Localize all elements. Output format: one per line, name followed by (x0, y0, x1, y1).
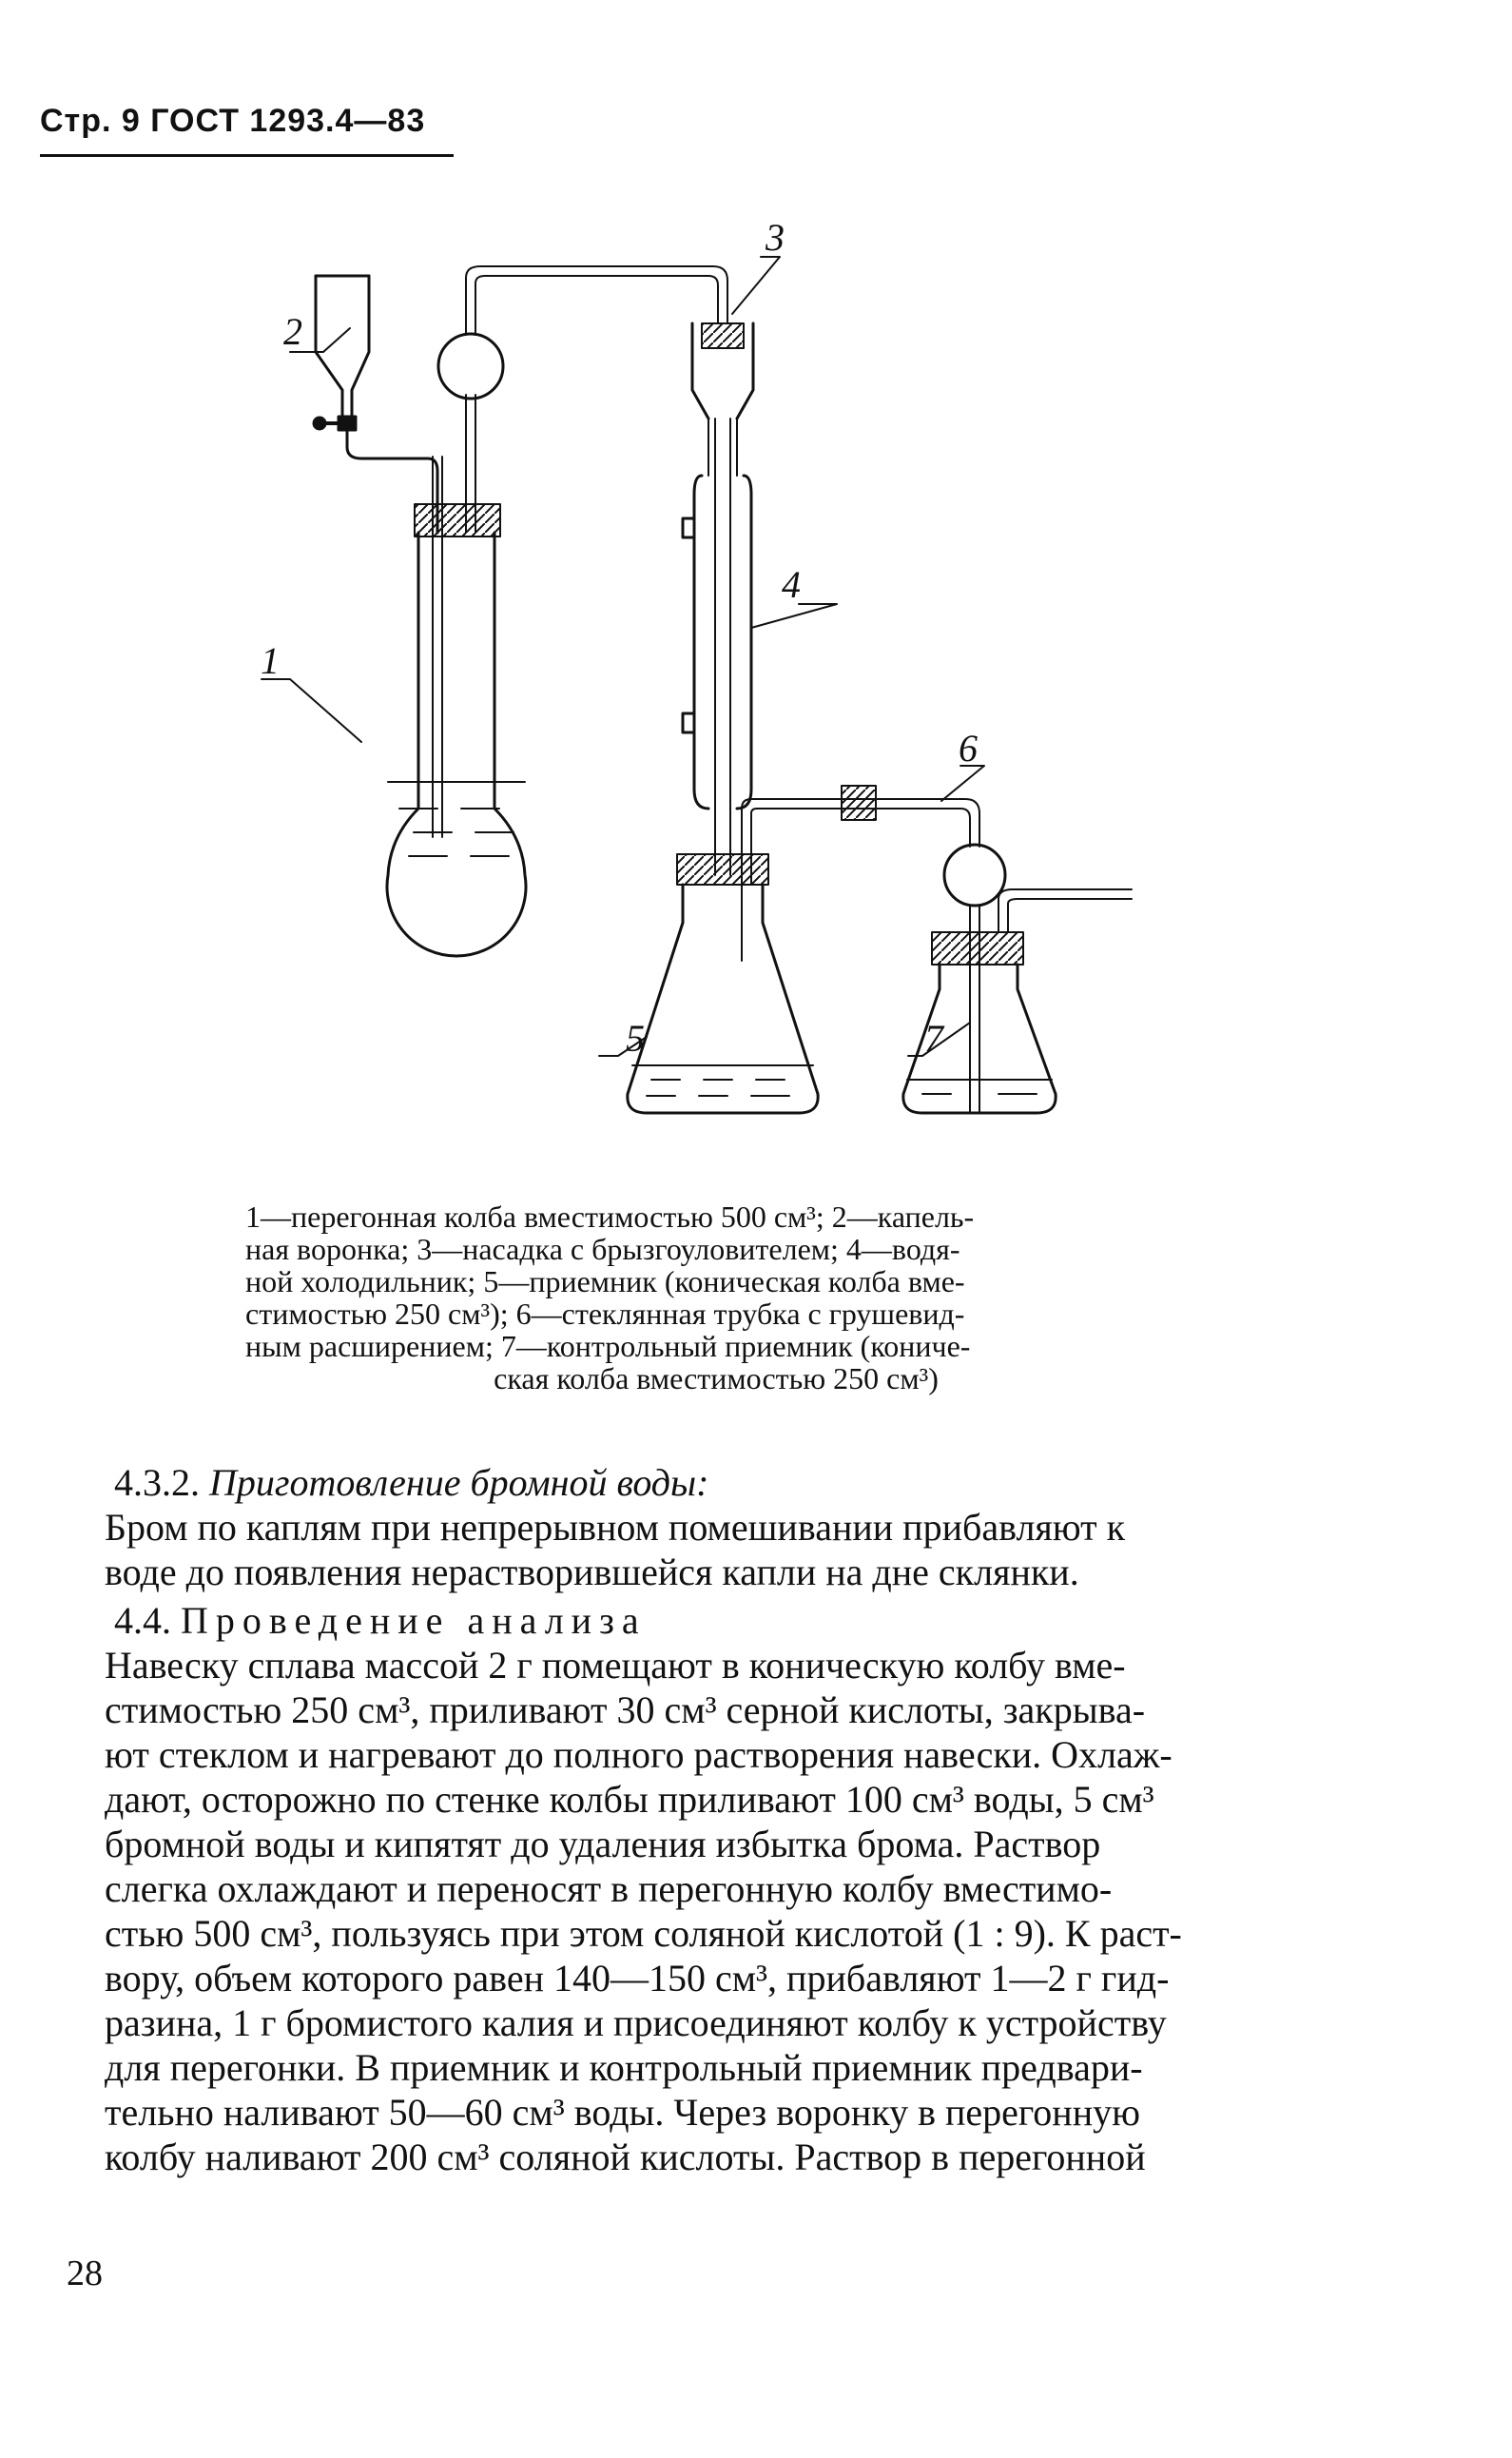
caption-line: 1—перегонная колба вместимостью 500 см³; 2—капель- (245, 1200, 975, 1234)
caption-line: ная воронка; 3—насадка с брызгоуловителем; 4—водя- (245, 1232, 960, 1266)
paragraph-line: для перегонки. В приемник и контрольный приемник предвари- (105, 2046, 1143, 2089)
splash-trap-tube-3 (438, 266, 753, 533)
paragraph-line: стимостью 250 см³, приливают 30 см³ серной кислоты, закрыва- (105, 1688, 1146, 1731)
figure-label-7: 7 (924, 1017, 943, 1060)
section-number: 4.4. (114, 1599, 171, 1642)
figure-label-2: 2 (283, 310, 302, 353)
figure-label-1: 1 (261, 639, 280, 682)
section-title: Проведение анализа (181, 1599, 647, 1642)
caption-line: стимостью 250 см³); 6—стеклянная трубка с грушевид- (245, 1297, 965, 1331)
paragraph-line: вору, объем которого равен 140—150 см³, прибавляют 1—2 г гид- (105, 1957, 1170, 2000)
paragraph-line: ют стеклом и нагревают до полного растворения навески. Охлаж- (105, 1733, 1173, 1776)
figure-label-4: 4 (782, 563, 801, 606)
section-number: 4.3.2. (114, 1461, 200, 1504)
page-number: 28 (67, 2253, 103, 2293)
section-4-3-2 (105, 1460, 1369, 1594)
header-rule (40, 154, 454, 157)
figure-leaders (262, 257, 984, 1056)
section-heading (105, 1460, 1369, 1505)
paragraph-line: дают, осторожно по стенке колбы приливают 100 см³ воды, 5 см³ (105, 1778, 1154, 1821)
paragraph-line: Навеску сплава массой 2 г помещают в коническую колбу вме- (105, 1644, 1126, 1687)
figure-label-6: 6 (959, 727, 978, 770)
receiver-flask-5 (628, 854, 818, 1113)
figure-label-3: 3 (766, 219, 785, 259)
section-4-4 (105, 1598, 1369, 2179)
paragraph-line: колбу наливают 200 см³ соляной кислоты. Раствор в перегонной (105, 2136, 1146, 2178)
caption-line: ская колба вместимостью 250 см³) (494, 1361, 939, 1395)
paragraph-line: стью 500 см³, пользуясь при этом соляной кислотой (1 : 9). К раст- (105, 1912, 1182, 1955)
section-heading (105, 1598, 1369, 1643)
figure-label-5: 5 (626, 1017, 645, 1060)
paragraph-line: слегка охлаждают и переносят в перегонную колбу вместимо- (105, 1867, 1113, 1910)
distillation-flask-1 (387, 457, 526, 956)
apparatus-diagram (247, 219, 1198, 1180)
paragraph-line: Бром по каплям при непрерывном помешивании прибавляют к (105, 1506, 1126, 1549)
dropping-funnel-2 (314, 276, 437, 533)
page-header: Стр. 9 ГОСТ 1293.4—83 (40, 103, 426, 139)
paragraph-line: тельно наливают 50—60 см³ воды. Через воронку в перегонную (105, 2091, 1141, 2134)
paragraph-line: разина, 1 г бромистого калия и присоединяют колбу к устройству (105, 2001, 1167, 2044)
caption-line: ным расширением; 7—контрольный приемник (кониче- (245, 1329, 971, 1363)
paragraph-line: воде до появления нерастворившейся капли на дне склянки. (105, 1551, 1079, 1593)
control-receiver-7 (903, 889, 1132, 1113)
section-title: Приготовление бромной воды: (209, 1461, 709, 1504)
figure-caption (245, 1200, 1187, 1395)
paragraph-line: бромной воды и кипятят до удаления избытка брома. Раствор (105, 1823, 1101, 1865)
caption-line: ной холодильник; 5—приемник (коническая колба вме- (245, 1264, 965, 1298)
